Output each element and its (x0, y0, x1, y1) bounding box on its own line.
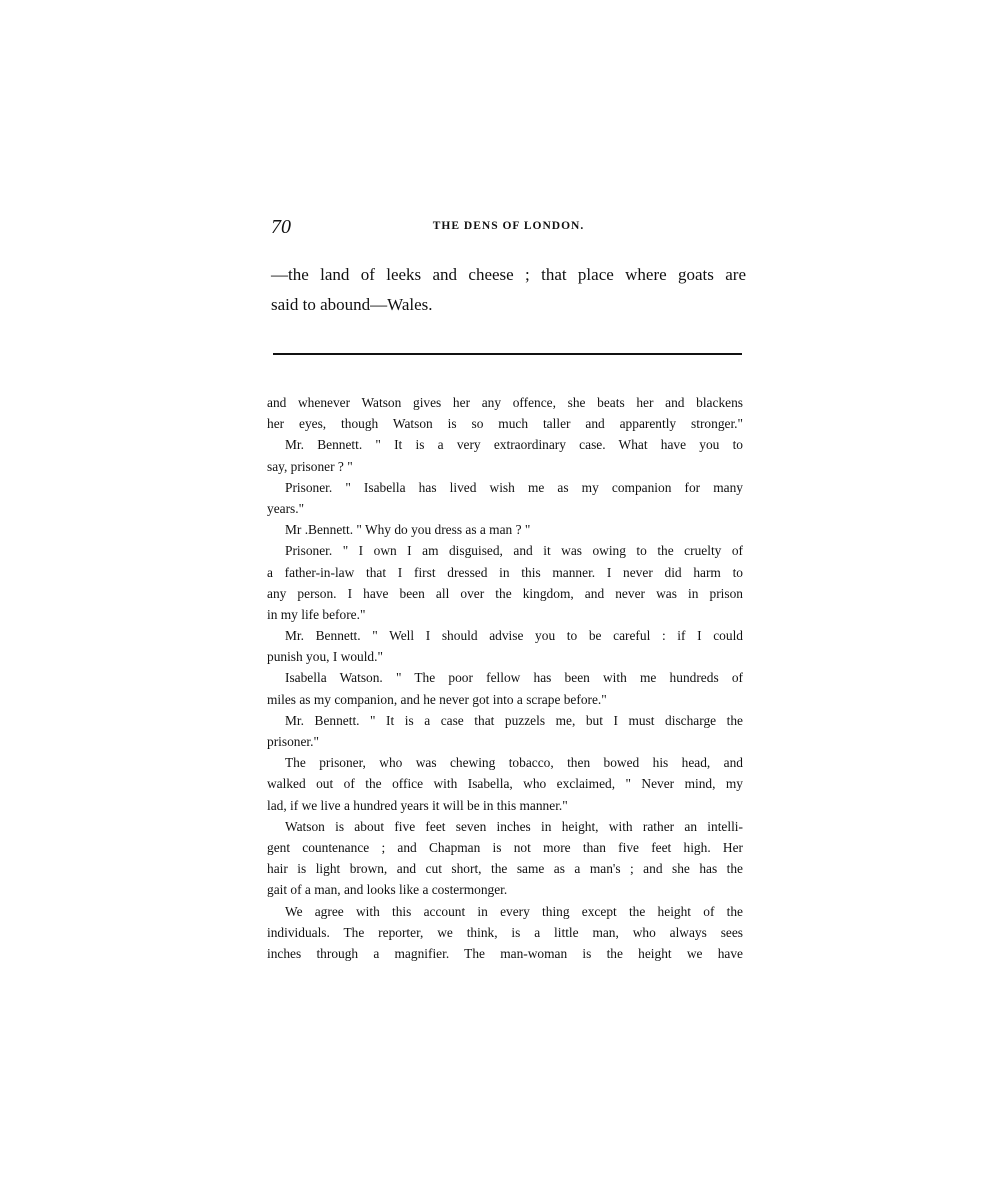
running-head (271, 216, 746, 240)
section-divider-rule (273, 353, 742, 355)
page-number: 70 (271, 216, 291, 238)
report-line: her eyes, though Watson is so much taller and apparently stronger." (267, 416, 743, 432)
report-line: walked out of the office with Isabella, who exclaimed, " Never mind, my (267, 776, 743, 792)
report-line: gent countenance ; and Chapman is not more than five feet high. Her (267, 839, 743, 855)
report-line: Prisoner. " I own I am disguised, and it was owing to the cruelty of (285, 543, 743, 559)
lead-paragraph (271, 260, 746, 320)
report-line: any person. I have been all over the kingdom, and never was in prison (267, 585, 743, 601)
running-title: THE DENS OF LONDON. (432, 220, 585, 232)
lead-line: —the land of leeks and cheese ; that place where goats are (271, 265, 746, 284)
lead-line: said to abound—Wales. (271, 295, 433, 314)
report-line: prisoner." (267, 734, 319, 749)
report-line: We agree with this account in every thing except the height of the (285, 903, 743, 919)
report-line: miles as my companion, and he never got into a scrape before." (267, 691, 607, 707)
report-line: Mr. Bennett. " It is a very extraordinary case. What have you to (285, 437, 743, 453)
report-line: years." (267, 500, 305, 516)
report-line: in my life before." (267, 606, 366, 622)
report-line: lad, if we live a hundred years it will be in this manner." (267, 797, 568, 813)
report-line: punish you, I would." (267, 649, 383, 665)
report-line: Mr. Bennett. " Well I should advise you to be careful : if I could (285, 628, 743, 644)
report-line: Watson is about five feet seven inches in height, with rather an intelli- (285, 818, 743, 834)
quoted-report (267, 392, 743, 964)
report-line: gait of a man, and looks like a costermonger. (267, 882, 508, 898)
report-line: The prisoner, who was chewing tobacco, then bowed his head, and (285, 755, 743, 771)
report-line: individuals. The reporter, we think, is a little man, who always sees (267, 924, 743, 940)
report-line: Prisoner. " Isabella has lived wish me as my companion for many (285, 479, 743, 495)
report-line: Mr. Bennett. " It is a case that puzzels me, but I must discharge the (285, 712, 743, 728)
report-line: and whenever Watson gives her any offence, she beats her and blackens (267, 395, 743, 410)
report-line: Isabella Watson. " The poor fellow has been with me hundreds of (285, 670, 743, 686)
report-line: hair is light brown, and cut short, the same as a man's ; and she has the (267, 861, 743, 877)
report-line: Mr .Bennett. " Why do you dress as a man ? " (285, 522, 531, 538)
report-line: a father-in-law that I first dressed in this manner. I never did harm to (267, 564, 743, 580)
report-line: say, prisoner ? " (267, 458, 353, 474)
report-line: inches through a magnifier. The man-woman is the height we have (267, 945, 743, 961)
